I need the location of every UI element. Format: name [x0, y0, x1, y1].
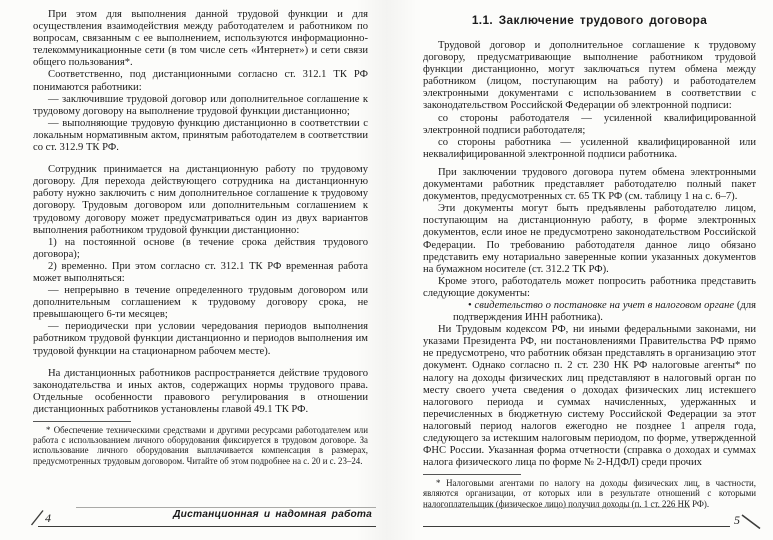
footer-rule-bottom [423, 526, 730, 527]
left-page [0, 0, 386, 540]
bullet-marker: • [468, 299, 472, 311]
paragraph: 2) временно. При этом согласно ст. 312.1 ТК РФ временная работа может выполняться: [33, 260, 368, 284]
footnote: * Налоговыми агентами по налогу на доходы физических лиц, в частности, являются организации, от которых или в результате отношений с которыми налогоплательщик (физическое лицо) получил доходы (п. 1 ст. 226 НК РФ). [423, 478, 756, 509]
paragraph: — периодически при условии чередования периодов выполнения работником трудовой функции дистанционно и периодов выполнения им трудовой функции на стационарном рабочем месте). [33, 321, 368, 357]
right-page-body [423, 40, 756, 469]
right-footnote-block [423, 474, 756, 509]
paragraph: При этом для выполнения данной трудовой функции и для осуществления взаимодействия между работодателем и работником по вопросам, связанным с ее выполнением, используются информационно-телекоммуникационные сети (в том числе сеть «Интернет») и сети связи общего пользования*. [33, 9, 368, 69]
section-heading: 1.1. Заключение трудового договора [471, 13, 708, 27]
paragraph: со стороны работника — усиленной квалифицированной или неквалифицированной электронной подписи работника. [423, 136, 756, 160]
footer-rule-top [423, 507, 690, 508]
footer-rule-bottom [38, 526, 376, 527]
paragraph: Трудовой договор и дополнительное соглашение к трудовому договору, предусматривающие выполнение работником трудовой функции дистанционно, могут заключаться путем обмена между работником (лицом, поступающим на работу) и работодателем электронными документами с использованием в соответствии с законодательством Российской Федерации об электронной подписи: [423, 40, 756, 112]
footnote-separator [33, 421, 131, 422]
bullet-italic-text: свидетельство о постановке на учет в налоговом органе [474, 299, 735, 311]
paragraph: Кроме этого, работодатель может попросить работника представить следующие документы: [423, 275, 756, 299]
footer-rule-top [76, 507, 376, 508]
paragraph: При заключении трудового договора путем обмена электронными документами работник представляет работодателю полный пакет документов, предусмотренных ст. 65 ТК РФ (см. таблицу 1 на с. 6–7). [423, 166, 756, 203]
page-corner-slash-icon [30, 509, 45, 526]
page-number-text: 4 [45, 511, 51, 525]
paragraph: На дистанционных работников распространяется действие трудового законодательства и иных актов, содержащих нормы трудового права. Отдельные особенности правового регулирования в отношении дистанционных работников установлены главой 49.1 ТК РФ. [33, 367, 368, 415]
right-page [386, 0, 772, 540]
paragraph: — выполняющие трудовую функцию дистанционно в соответствии с локальным нормативным актом, принятым работодателем в соответствии со ст. 312.9 ТК РФ. [33, 117, 368, 154]
paragraph: Соответственно, под дистанционными согласно ст. 312.1 ТК РФ понимаются работники: [33, 69, 368, 93]
page-number-text: 5 [734, 513, 740, 527]
footnote-separator [423, 474, 521, 475]
paragraph: 1) на постоянной основе (в течение срока действия трудового договора); [33, 236, 368, 260]
bullet-regular-text: (для подтверждения ИНН работника). [453, 299, 756, 324]
right-page-footer [423, 507, 762, 527]
footnote: * Обеспечение техническими средствами и другими ресурсами работодателем или работа с использованием личного оборудования фиксируется в трудовом договоре. За использование личного оборудования выплачивается компенсация в размерах, предусмотренных трудовым договором. Читайте об этом подробнее на с. 20 и с. 23–24. [33, 425, 368, 466]
paragraph: Сотрудник принимается на дистанционную работу по трудовому договору. Для перехода действующего сотрудника на дистанционную работу нужно заключить с ним дополнительное соглашение к трудовому договору. Трудовым договором или дополнительным соглашением к трудовому договору может предусматриваться один из двух вариантов выполнения работником трудовой функции дистанционно: [33, 164, 368, 236]
right-page-number [734, 513, 762, 530]
running-title: Дистанционная и надомная работа [173, 509, 372, 520]
paragraph: Ни Трудовым кодексом РФ, ни иными федеральными законами, ни указами Президента РФ, ни постановлениями Правительства РФ прямо не предусмотрено, что работник обязан представлять в организацию этот документ. Однако согласно п. 2 ст. 230 НК РФ налоговые агенты* по налогу на доходы физических лиц представляют в налоговый орган по месту своего учета сведения о доходах физических лиц истекшего налогового периода и суммах начисленных, удержанных и перечисленных в бюджетную систему Российской Федерации за этот налоговый период налогов ежегодно не позднее 1 апреля года, следующего за истекшим налоговым периодом, по форме, утвержденной ФНС России. Указанная форма отчетности (справка о доходах и суммах налога физического лица по форме № 2-НДФЛ) среди прочих [423, 324, 756, 469]
page-corner-backslash-icon [740, 513, 762, 530]
left-page-number [30, 509, 51, 526]
paragraph: со стороны работодателя — усиленной квалифицированной электронной подписи работодателя; [423, 112, 756, 136]
bullet-item [423, 300, 756, 324]
paragraph: — заключившие трудовой договор или дополнительное соглашение к трудовому договору на выполнение трудовой функции дистанционно; [33, 93, 368, 117]
left-footnote-block [33, 421, 368, 466]
left-page-footer [30, 507, 376, 527]
paragraph: — непрерывно в течение определенного трудовым договором или дополнительным соглашением к трудовому договору срока, не превышающего 6-ти месяцев; [33, 285, 368, 321]
left-page-body [33, 9, 368, 416]
paragraph: Эти документы могут быть предъявлены работодателю лицом, поступающим на дистанционную работу, в форме электронных документов, если иное не предусмотрено законодательством Российской Федерации. По требованию работодателя данное лицо обязано представить ему нотариально заверенные копии указанных документов на бумажном носителе (ст. 312.2 ТК РФ). [423, 203, 756, 275]
